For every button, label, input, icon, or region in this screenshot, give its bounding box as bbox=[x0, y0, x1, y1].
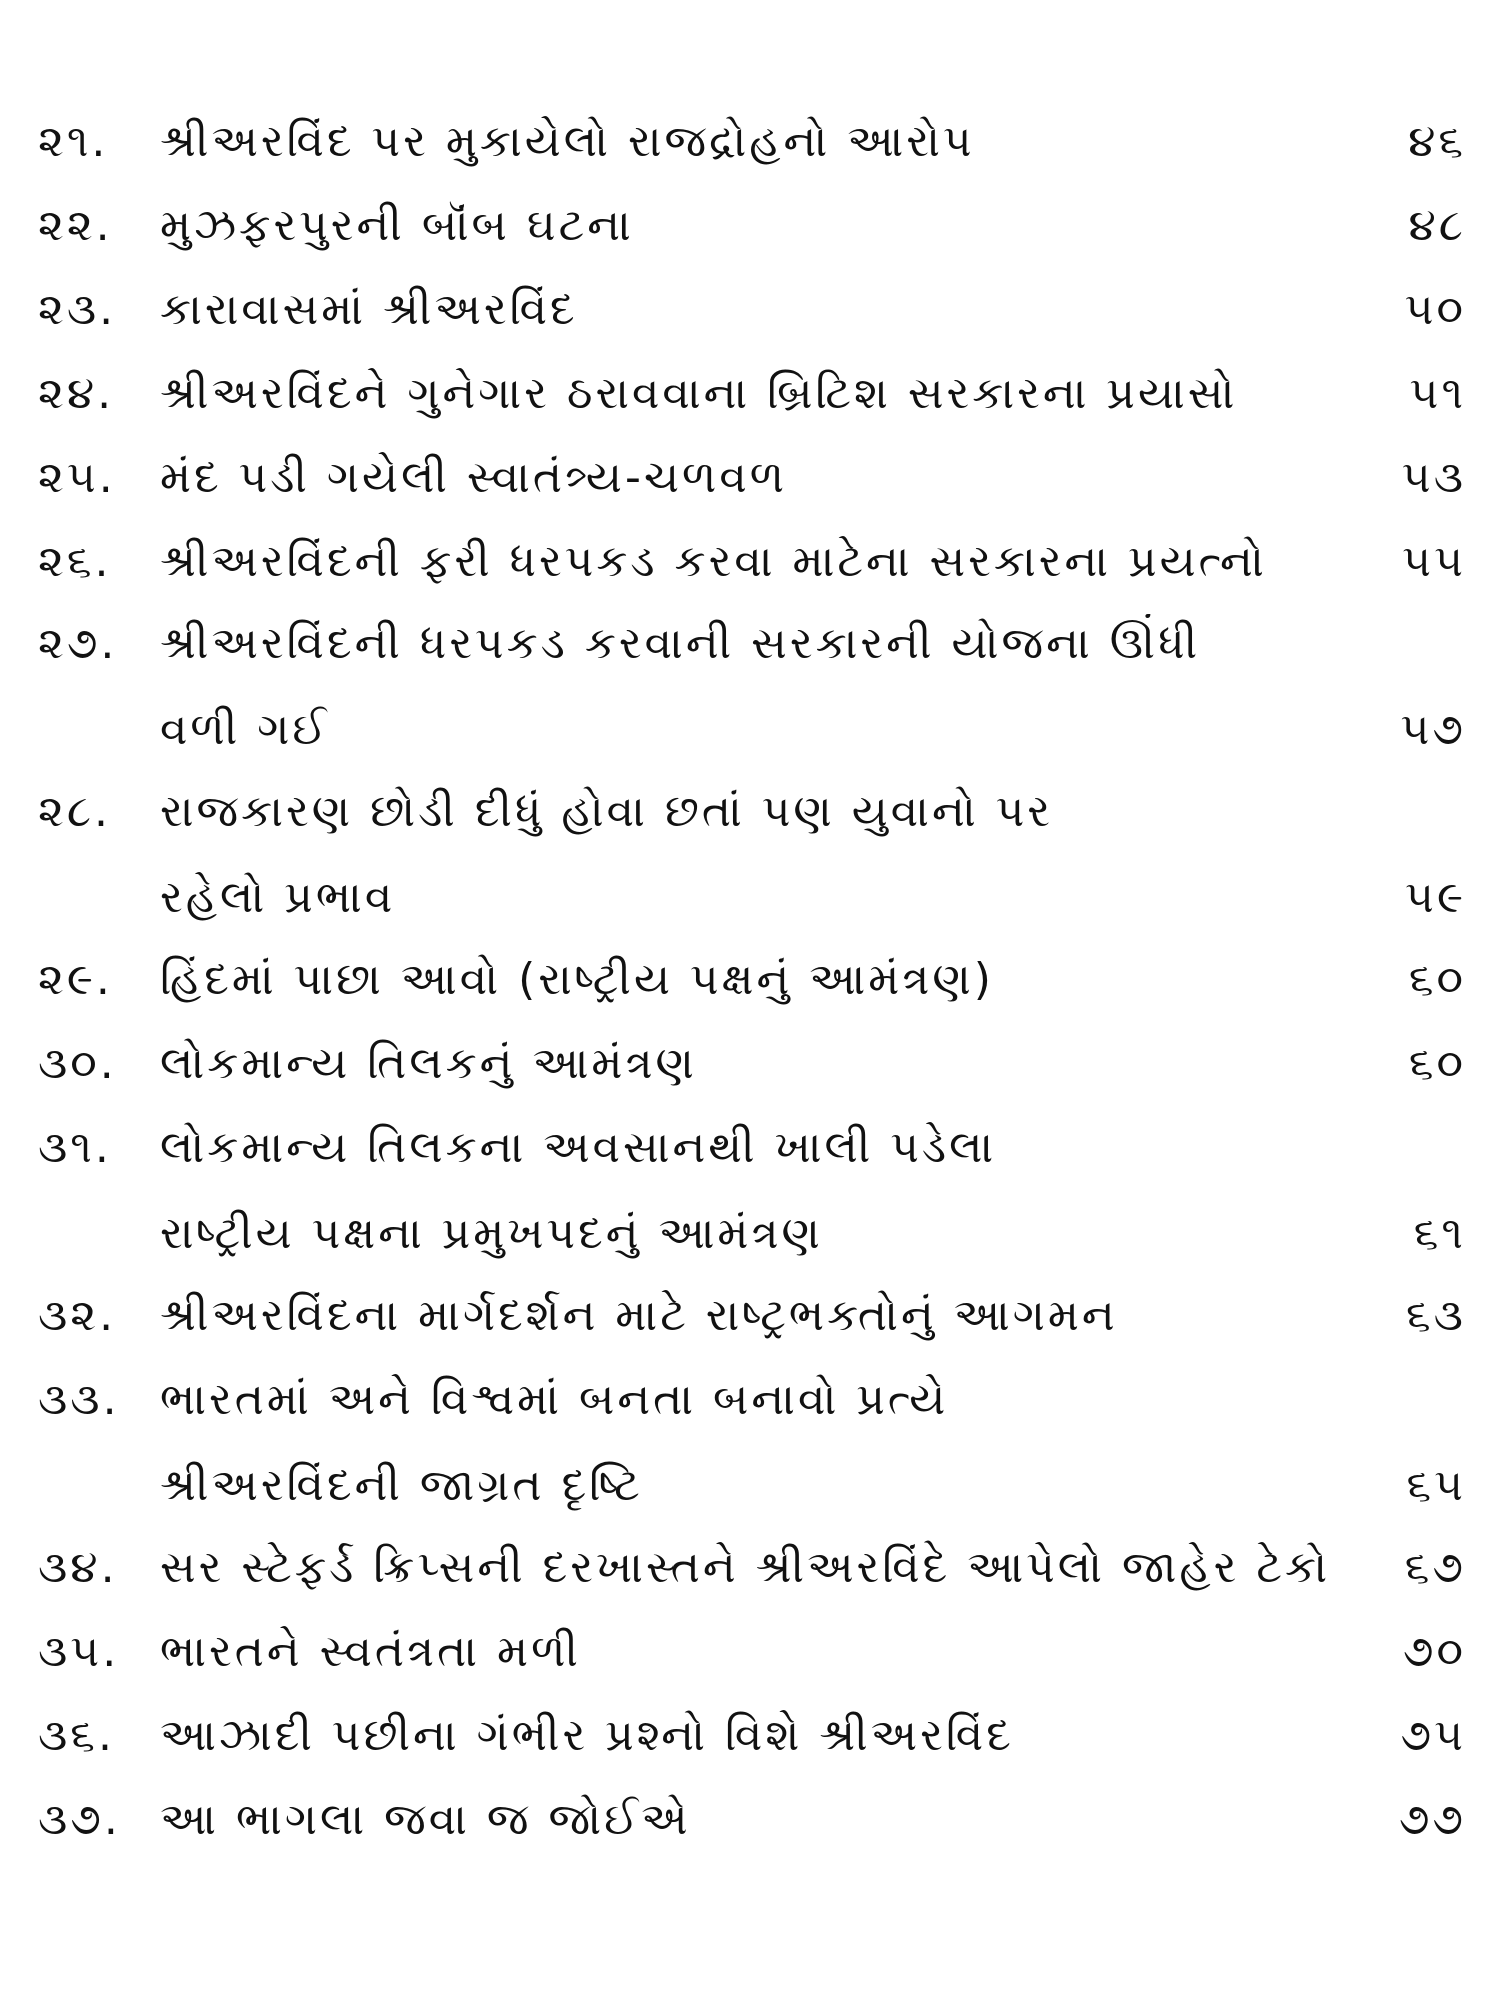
entry-title: ભારતને સ્વતંત્રતા મળી bbox=[160, 1626, 581, 1677]
entry-title: મંદ પડી ગયેલી સ્વાતંત્ર્ય-ચળવળ bbox=[160, 452, 788, 503]
toc-entry-line bbox=[0, 868, 1500, 928]
page-number: ૬૧ bbox=[1413, 1208, 1466, 1259]
entry-title: ભારતમાં અને વિશ્વમાં બનતા બનાવો પ્રત્યે bbox=[160, 1374, 949, 1425]
entry-title: રાજકારણ છોડી દીધું હોવા છતાં પણ યુવાનો પર bbox=[160, 786, 1054, 837]
toc-entry-line bbox=[0, 532, 1500, 592]
page-number: ૪૬ bbox=[1408, 116, 1466, 167]
page-number: ૭૦ bbox=[1402, 1626, 1466, 1677]
entry-title: રાષ્ટ્રીય પક્ષના પ્રમુખપદનું આમંત્રણ bbox=[160, 1208, 823, 1259]
page-number: ૭૫ bbox=[1400, 1710, 1466, 1761]
page-number: ૫૦ bbox=[1404, 284, 1466, 335]
toc-entry-line bbox=[0, 1790, 1500, 1850]
toc-entry-line bbox=[0, 112, 1500, 172]
entry-number: ૨૭. bbox=[38, 618, 118, 669]
entry-title: મુઝફરપુરની બૉંબ ઘટના bbox=[160, 200, 634, 251]
entry-number: ૨૬. bbox=[38, 536, 112, 587]
entry-title: સર સ્ટેફર્ડ ક્રિપ્સની દરખાસ્તને શ્રીઅરવિંદે આપેલો જાહેર ટેકો bbox=[160, 1542, 1331, 1593]
page-number: ૫૭ bbox=[1400, 704, 1466, 755]
entry-number: ૩૪. bbox=[38, 1542, 118, 1593]
toc-entry-line bbox=[0, 448, 1500, 508]
entry-title: શ્રીઅરવિંદની ફરી ધરપકડ કરવા માટેના સરકારના પ્રયત્નો bbox=[160, 536, 1267, 587]
page-number: ૬૩ bbox=[1406, 1290, 1466, 1341]
toc-entry-line bbox=[0, 782, 1500, 842]
entry-title: શ્રીઅરવિંદની જાગ્રત દૃષ્ટિ bbox=[160, 1460, 643, 1511]
entry-number: ૩૬. bbox=[38, 1710, 115, 1761]
toc-entry-line bbox=[0, 700, 1500, 760]
toc-entry-line bbox=[0, 1370, 1500, 1430]
entry-title: હિંદમાં પાછા આવો (રાષ્ટ્રીય પક્ષનું આમંત્રણ) bbox=[160, 954, 994, 1005]
page-number: ૫૯ bbox=[1405, 872, 1466, 923]
entry-title: વળી ગઈ bbox=[160, 704, 330, 755]
page-number: ૫૫ bbox=[1402, 536, 1466, 587]
toc-entry-line bbox=[0, 950, 1500, 1010]
entry-title: લોકમાન્ય તિલકનું આમંત્રણ bbox=[160, 1038, 697, 1089]
entry-title: શ્રીઅરવિંદની ધરપકડ કરવાની સરકારની યોજના ઊંધી bbox=[160, 618, 1201, 669]
entry-number: ૨૯. bbox=[38, 954, 113, 1005]
entry-number: ૨૫. bbox=[38, 452, 116, 503]
page-number: ૭૭ bbox=[1398, 1794, 1466, 1845]
page-number: ૫૧ bbox=[1409, 368, 1466, 419]
toc-entry-line bbox=[0, 1706, 1500, 1766]
toc-entry-line bbox=[0, 280, 1500, 340]
entry-title: રહેલો પ્રભાવ bbox=[160, 872, 396, 923]
entry-title: આઝાદી પછીના ગંભીર પ્રશ્નો વિશે શ્રીઅરવિંદ bbox=[160, 1710, 1014, 1761]
page-number: ૬૦ bbox=[1408, 1038, 1466, 1089]
entry-title: શ્રીઅરવિંદના માર્ગદર્શન માટે રાષ્ટ્રભક્તોનું આગમન bbox=[160, 1290, 1118, 1341]
entry-number: ૩૧. bbox=[38, 1122, 112, 1173]
entry-number: ૨૩. bbox=[38, 284, 117, 335]
entry-title: લોકમાન્ય તિલકના અવસાનથી ખાલી પડેલા bbox=[160, 1122, 997, 1173]
toc-entry-line bbox=[0, 364, 1500, 424]
toc-entry-line bbox=[0, 1456, 1500, 1516]
page-number: ૫૩ bbox=[1401, 452, 1466, 503]
toc-entry-line bbox=[0, 1286, 1500, 1346]
entry-title: શ્રીઅરવિંદને ગુનેગાર ઠરાવવાના બ્રિટિશ સરકારના પ્રયાસો bbox=[160, 368, 1238, 419]
entry-number: ૩૫. bbox=[38, 1626, 120, 1677]
toc-entry-line bbox=[0, 1034, 1500, 1094]
toc-entry-line bbox=[0, 1204, 1500, 1264]
toc-entry-line bbox=[0, 196, 1500, 256]
entry-title: આ ભાગલા જવા જ જોઈએ bbox=[160, 1794, 691, 1845]
page-number: ૬૭ bbox=[1404, 1542, 1466, 1593]
toc-entry-line bbox=[0, 614, 1500, 674]
entry-number: ૩૨. bbox=[38, 1290, 117, 1341]
entry-number: ૨૪. bbox=[38, 368, 115, 419]
toc-entry-line bbox=[0, 1622, 1500, 1682]
entry-number: ૩૩. bbox=[38, 1374, 120, 1425]
page-number: ૪૮ bbox=[1408, 200, 1466, 251]
entry-number: ૩૭. bbox=[38, 1794, 121, 1845]
entry-number: ૨૨. bbox=[38, 200, 113, 251]
page-number: ૬૦ bbox=[1408, 954, 1466, 1005]
entry-title: કારાવાસમાં શ્રીઅરવિંદ bbox=[160, 284, 578, 335]
entry-number: ૨૮. bbox=[38, 786, 112, 837]
toc-entry-line bbox=[0, 1538, 1500, 1598]
entry-number: ૩૦. bbox=[38, 1038, 117, 1089]
page-number: ૬૫ bbox=[1406, 1460, 1466, 1511]
toc-entry-line bbox=[0, 1118, 1500, 1178]
entry-title: શ્રીઅરવિંદ પર મુકાયેલો રાજદ્રોહનો આરોપ bbox=[160, 116, 975, 167]
entry-number: ૨૧. bbox=[38, 116, 109, 167]
